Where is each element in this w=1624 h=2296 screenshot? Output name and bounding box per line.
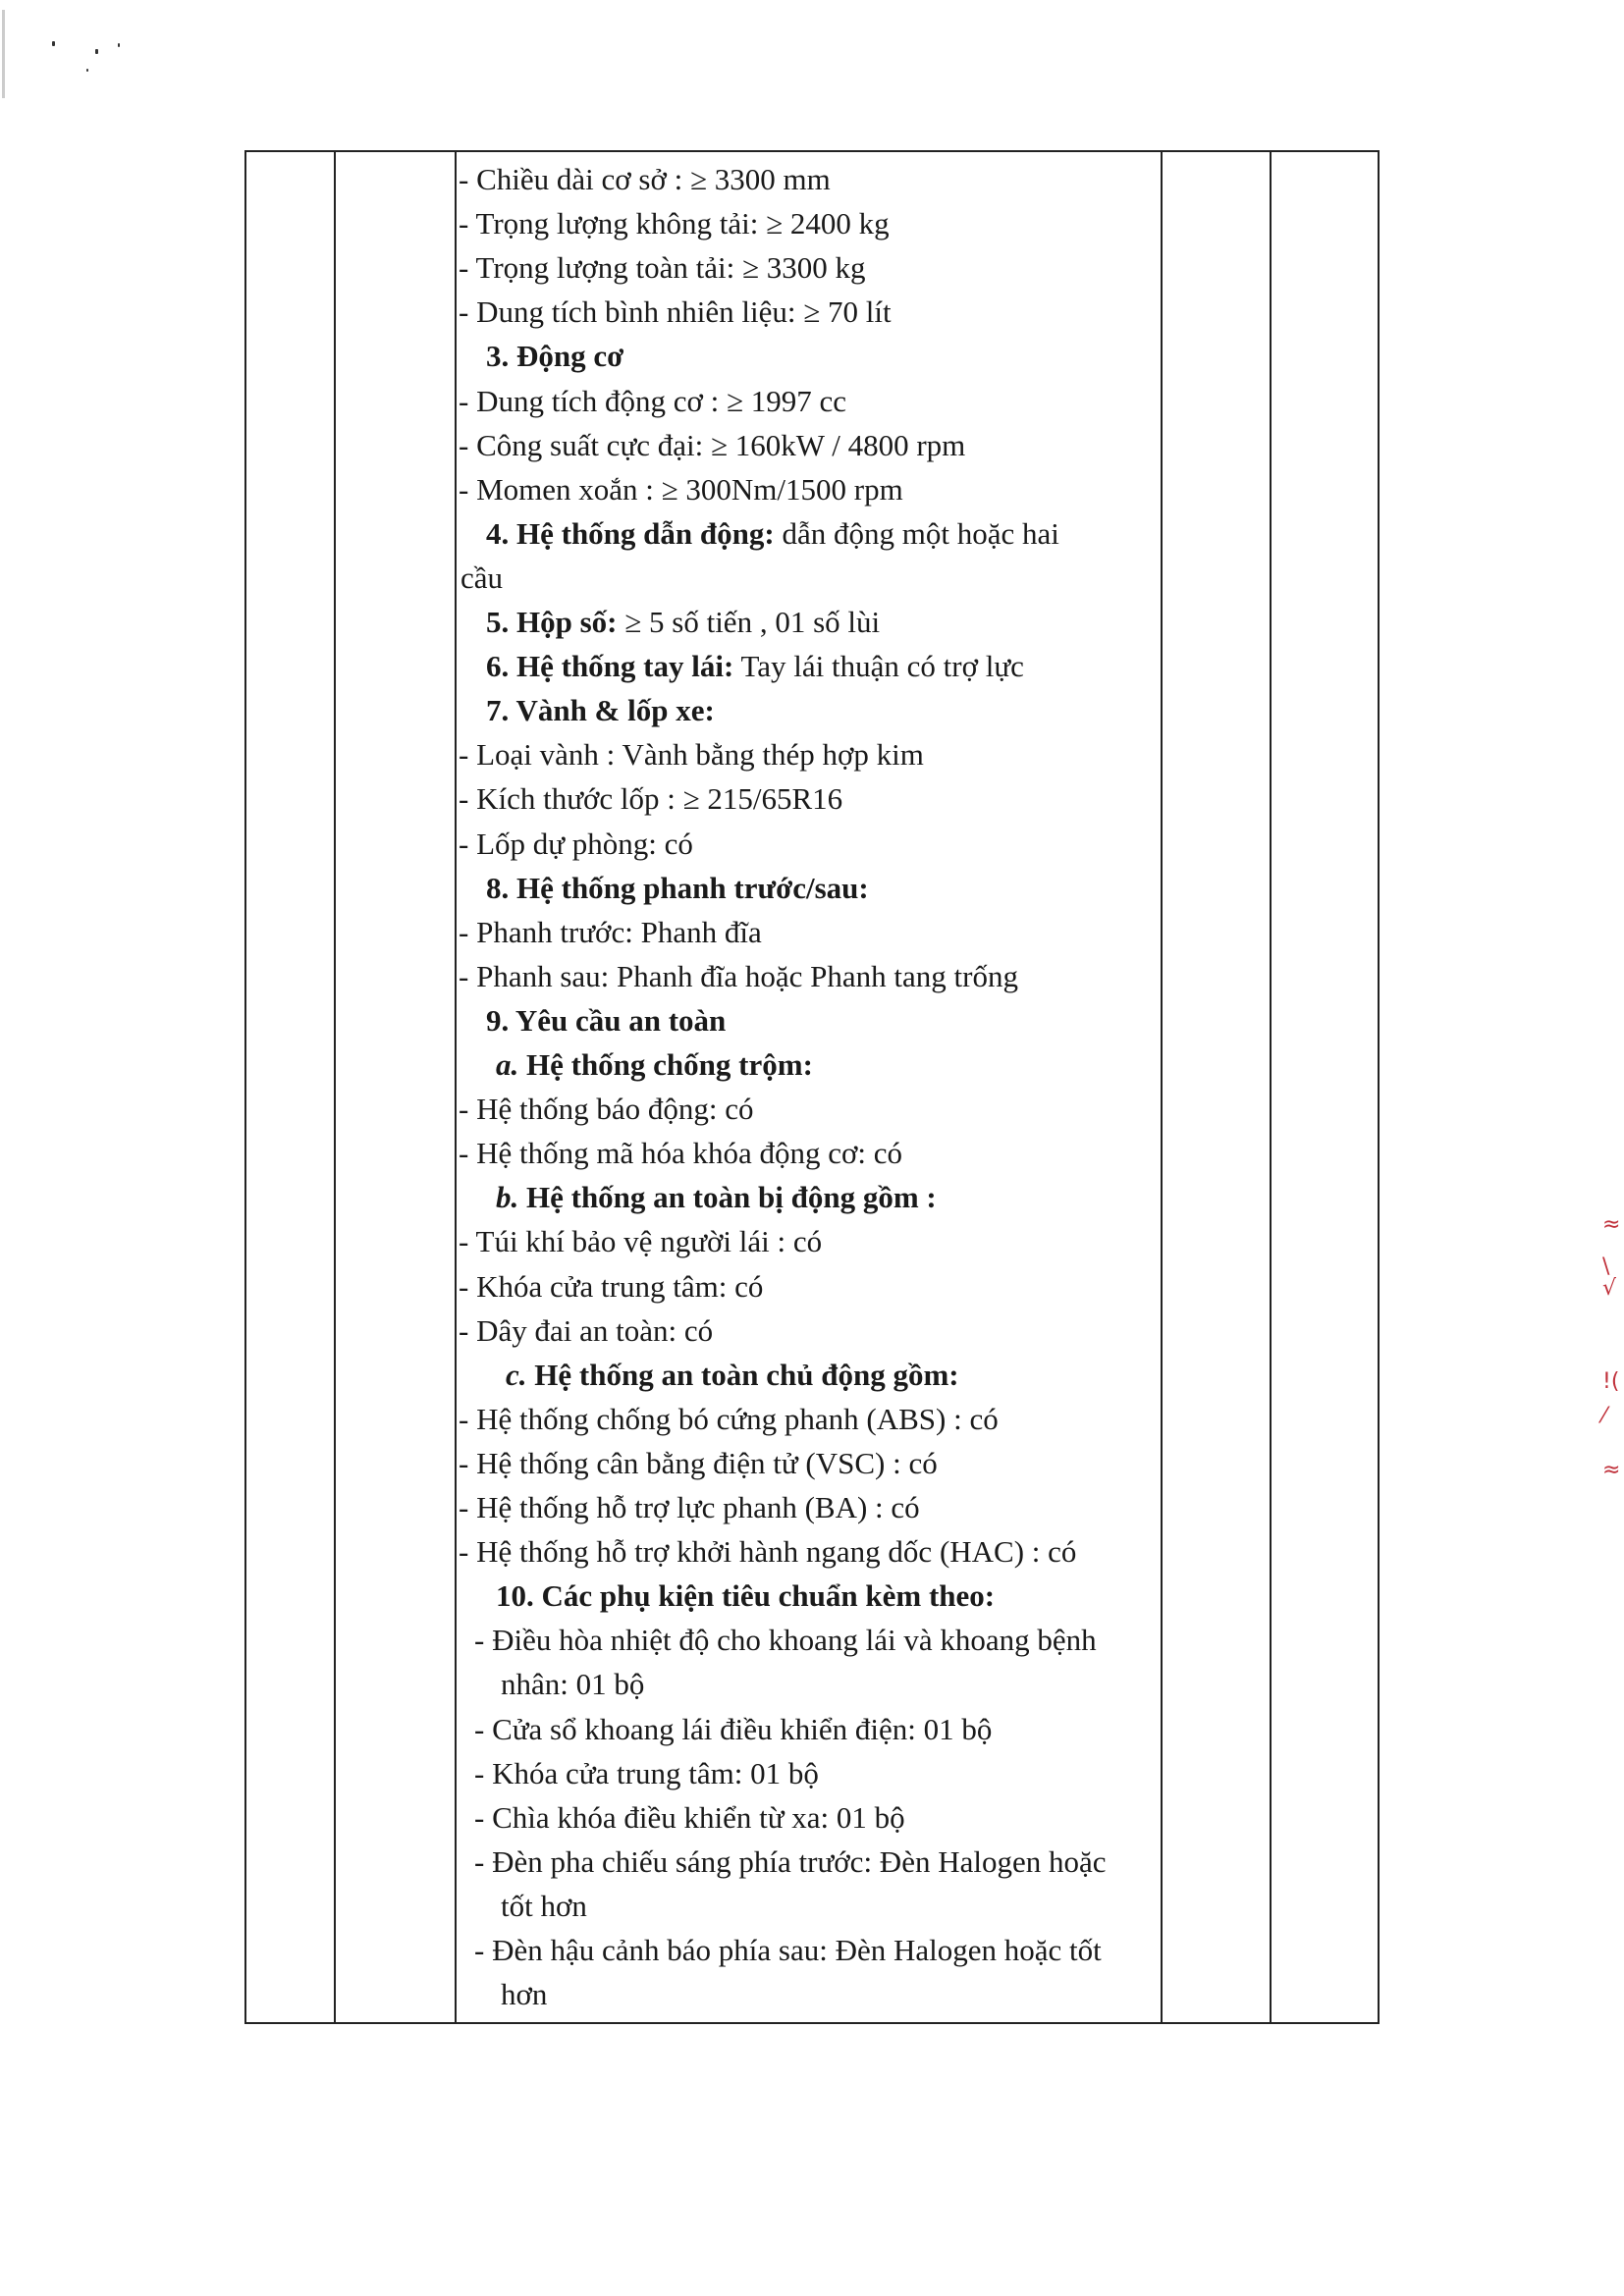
red-ink-mark: !( xyxy=(1602,1369,1620,1394)
spec-line-text: - Loại vành : Vành bằng thép hợp kim xyxy=(459,737,924,773)
spec-line-text: - Chìa khóa điều khiển từ xa: 01 bộ xyxy=(474,1799,905,1835)
spec-line-text: - Đèn pha chiếu sáng phía trước: Đèn Halogen hoặc xyxy=(474,1843,1107,1879)
spec-line-text: - Phanh sau: Phanh đĩa hoặc Phanh tang trống xyxy=(459,958,1018,993)
spec-line xyxy=(501,1884,587,1928)
spec-line-text: tốt hơn xyxy=(501,1888,587,1923)
spec-line-text: - Chiều dài cơ sở : ≥ 3300 mm xyxy=(459,162,831,196)
column-divider xyxy=(334,152,336,2022)
spec-line-text: - Lốp dự phòng: có xyxy=(459,826,693,861)
spec-line xyxy=(459,1308,713,1353)
spec-line xyxy=(459,467,903,511)
spec-line-text: - Hệ thống hỗ trợ khởi hành ngang dốc (HAC) : có xyxy=(459,1534,1077,1570)
spec-line xyxy=(459,1087,753,1131)
spec-line xyxy=(506,1353,959,1397)
spec-line xyxy=(459,1529,1076,1574)
spec-line xyxy=(459,423,965,467)
spec-line xyxy=(460,556,503,600)
spec-line-text: - Cửa sổ khoang lái điều khiển điện: 01 bộ xyxy=(474,1711,993,1746)
spec-line-text: - Phanh trước: Phanh đĩa xyxy=(459,914,762,949)
spec-line xyxy=(459,822,693,866)
spec-line-text: - Hệ thống cân bằng điện tử (VSC) : có xyxy=(459,1445,938,1480)
spec-line-text: - Kích thước lốp : ≥ 215/65R16 xyxy=(459,781,843,817)
spec-line xyxy=(496,1175,937,1219)
spec-line-text: - Hệ thống báo động: có xyxy=(459,1092,754,1127)
red-ink-mark: ≈ xyxy=(1602,1212,1621,1237)
section-heading xyxy=(486,511,1059,556)
spec-line xyxy=(459,201,890,245)
spec-line xyxy=(474,1928,1102,1972)
spec-line xyxy=(459,1397,999,1441)
spec-line xyxy=(459,1264,763,1308)
spec-line-text: 3. Động cơ xyxy=(486,339,624,374)
spec-line-text: - Túi khí bảo vệ người lái : có xyxy=(459,1224,823,1259)
spec-line xyxy=(474,1751,819,1795)
spec-line xyxy=(474,1618,1097,1662)
red-ink-mark: \ xyxy=(1602,1255,1610,1279)
spec-line-text: - Hệ thống mã hóa khóa động cơ: có xyxy=(459,1136,902,1171)
spec-line-text: - Dây đai an toàn: có xyxy=(459,1312,714,1348)
spec-line-text: 8. Hệ thống phanh trước/sau: xyxy=(486,870,869,905)
spec-line-text: - Dung tích động cơ : ≥ 1997 cc xyxy=(459,383,846,418)
spec-line xyxy=(459,290,892,334)
spec-line xyxy=(459,954,1018,998)
column-divider xyxy=(455,152,457,2022)
spec-line xyxy=(459,1131,902,1175)
scan-speck xyxy=(86,69,88,72)
spec-line-text: b. xyxy=(496,1180,519,1215)
spec-line xyxy=(501,1972,547,2016)
scan-speck xyxy=(118,43,120,47)
spec-line xyxy=(459,1219,822,1263)
spec-line-text: - Khóa cửa trung tâm: có xyxy=(459,1268,764,1304)
section-heading xyxy=(486,334,623,378)
spec-line-text: 9. Yêu cầu an toàn xyxy=(486,1002,727,1038)
spec-line xyxy=(459,1485,920,1529)
spec-line-text: - Đèn hậu cảnh báo phía sau: Đèn Halogen hoặc tốt xyxy=(474,1933,1102,1967)
spec-line-text: - Khóa cửa trung tâm: 01 bộ xyxy=(474,1755,819,1790)
spec-line xyxy=(459,776,842,821)
scan-speck xyxy=(95,49,98,54)
spec-line-tail: Hệ thống an toàn bị động gồm : xyxy=(518,1180,937,1215)
spec-line xyxy=(459,157,831,201)
spec-line-text: nhân: 01 bộ xyxy=(501,1667,645,1702)
spec-line xyxy=(474,1840,1107,1884)
spec-line-text: a. xyxy=(496,1047,519,1082)
section-heading xyxy=(496,1574,995,1618)
spec-line-text: - Momen xoắn : ≥ 300Nm/1500 rpm xyxy=(459,471,903,507)
spec-line-tail: dẫn động một hoặc hai xyxy=(774,515,1059,551)
section-heading xyxy=(486,866,869,910)
spec-line-text: 4. Hệ thống dẫn động: xyxy=(486,515,775,551)
spec-line xyxy=(496,1042,813,1087)
spec-line-tail: Hệ thống chống trộm: xyxy=(518,1047,813,1082)
red-ink-mark: ≈ xyxy=(1602,1458,1621,1482)
spec-line xyxy=(501,1662,644,1706)
section-heading xyxy=(486,644,1024,688)
spec-line xyxy=(459,910,762,954)
spec-line-text: - Hệ thống hỗ trợ lực phanh (BA) : có xyxy=(459,1490,920,1524)
spec-line xyxy=(459,379,846,423)
scan-edge-shadow xyxy=(2,10,5,98)
spec-line-text: - Hệ thống chống bó cứng phanh (ABS) : có xyxy=(459,1401,999,1436)
red-ink-mark: √ xyxy=(1602,1276,1617,1301)
spec-line-text: - Dung tích bình nhiên liệu: ≥ 70 lít xyxy=(459,294,892,330)
spec-line-text: - Công suất cực đại: ≥ 160kW / 4800 rpm xyxy=(459,427,966,462)
spec-line-text: 6. Hệ thống tay lái: xyxy=(486,649,734,684)
section-heading xyxy=(486,600,880,644)
spec-line xyxy=(474,1707,992,1751)
spec-line-tail: ≥ 5 số tiến , 01 số lùi xyxy=(617,605,881,639)
spec-line xyxy=(474,1795,905,1840)
spec-line-text: c. xyxy=(506,1357,527,1392)
spec-line-text: 5. Hộp số: xyxy=(486,605,618,639)
column-divider xyxy=(1270,152,1272,2022)
spec-line-text: - Trọng lượng toàn tải: ≥ 3300 kg xyxy=(459,250,866,286)
red-ink-mark: ⁄ xyxy=(1602,1404,1606,1428)
spec-line-text: - Trọng lượng không tải: ≥ 2400 kg xyxy=(459,206,890,241)
spec-line xyxy=(459,732,924,776)
spec-line-text: 10. Các phụ kiện tiêu chuẩn kèm theo: xyxy=(496,1578,996,1614)
spec-line-text: hơn xyxy=(501,1977,548,2012)
spec-line xyxy=(459,245,865,290)
section-heading xyxy=(486,998,726,1042)
spec-line-text: cầu xyxy=(460,560,504,595)
spec-line xyxy=(459,1441,938,1485)
spec-line-text: - Điều hòa nhiệt độ cho khoang lái và khoang bệnh xyxy=(474,1623,1097,1658)
scan-speck xyxy=(52,41,55,46)
spec-line-tail: Tay lái thuận có trợ lực xyxy=(733,649,1024,684)
section-heading xyxy=(486,688,715,732)
spec-line-text: 7. Vành & lốp xe: xyxy=(486,693,715,728)
spec-line-tail: Hệ thống an toàn chủ động gồm: xyxy=(526,1357,959,1392)
column-divider xyxy=(1161,152,1163,2022)
